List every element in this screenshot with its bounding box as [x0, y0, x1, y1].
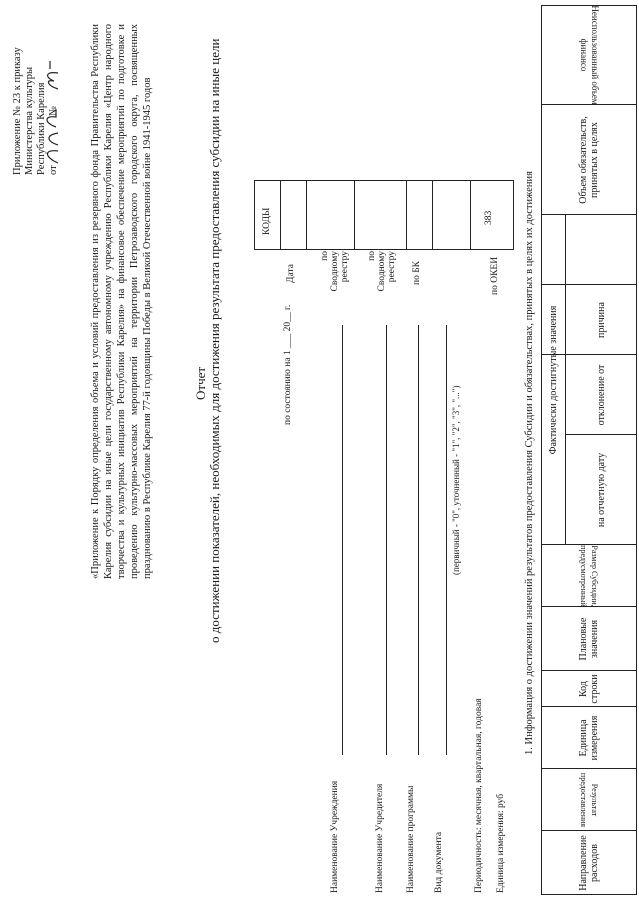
th-direction: Направление расходов: [578, 835, 600, 891]
field-institution: Наименование Учреждения: [330, 780, 340, 893]
th-deviation: отклонение от: [595, 364, 607, 426]
field-program: Наименование программы: [406, 785, 416, 893]
field-founder: Наименование Учредителя: [375, 783, 385, 893]
header-line-3: Республики Карелия: [36, 82, 47, 175]
th-result: Результат предоставления: [579, 772, 599, 828]
header-line-2: Министерства культуры: [24, 66, 35, 175]
th-unit: Единица измерения: [578, 715, 600, 761]
intro-paragraph: «Приложение к Порядку определения объема и условий предоставления из резервного фонда Правительства Республики Карелия субсидии на иные цели государственному автономному учреждению Республики Карелия «Центр народного творчества и культурных инициатив Республики Карелия» на финансовое обеспечение мероприятий по подготовке и проведению культурно-массовых мероприятий на территории Петрозаводского городского округа, посвященных празднованию в Республике Карелия 77-й годовщины Победы в Великой Отечественной войне 1941-1945 годов: [90, 24, 153, 579]
measurement-unit: Единица измерения: руб: [496, 793, 506, 893]
svod-reestr-label-2: по Сводному реестру: [367, 251, 397, 292]
svod-reestr-label-1: по Сводному реестру: [320, 251, 350, 292]
bk-label: по БК: [412, 260, 422, 285]
doc-type-note: (первичный - "0", уточненный - "1", "2", "3", "..."): [451, 385, 461, 575]
section-1-heading: 1. Информация о достижении значений результатов предоставления Субсидии и обязательствах, принятых в целях их достижения: [524, 171, 535, 755]
th-actual-group: Фактически достигнутые значения: [547, 305, 559, 455]
report-title: Отчет: [193, 366, 208, 400]
okei-code: 383: [484, 210, 494, 225]
field-program-line: [418, 325, 419, 755]
th-subsidy-size: Размер Субсидии, предусмотренный: [579, 545, 599, 607]
as-of-date: по состоянию на 1 ___ 20__ г.: [283, 304, 293, 425]
th-reason: причина: [595, 302, 607, 338]
periodicity: Периодичность: месячная, квартальная, годовая: [474, 698, 484, 893]
okei-label: по ОКЕИ: [490, 256, 500, 295]
handwritten-date-signature: [40, 57, 64, 167]
header-date-prefix: от: [48, 165, 59, 175]
report-subtitle: о достижении показателей, необходимых для достижения результата предоставления субсидии на иные цели: [207, 38, 222, 643]
th-planned: Плановые значения: [578, 617, 600, 661]
header-number-prefix: №: [48, 106, 59, 117]
field-founder-line: [386, 325, 387, 755]
th-actual-date: на отчетную дату: [595, 452, 607, 528]
th-unused: Неиспользованный объем финансо: [579, 5, 600, 105]
date-label: Дата: [286, 264, 296, 283]
codes-box: [254, 180, 514, 250]
field-doc-type-line: [446, 325, 447, 755]
header-line-1: Приложение № 23 к приказу: [12, 47, 23, 175]
th-obligations: Объем обязательств, принятых в целях: [578, 116, 600, 204]
codes-header: КОДЫ: [262, 207, 272, 235]
field-institution-line: [342, 325, 343, 755]
th-line-code: Код строки: [578, 674, 600, 704]
field-doc-type: Вид документа: [434, 831, 444, 893]
